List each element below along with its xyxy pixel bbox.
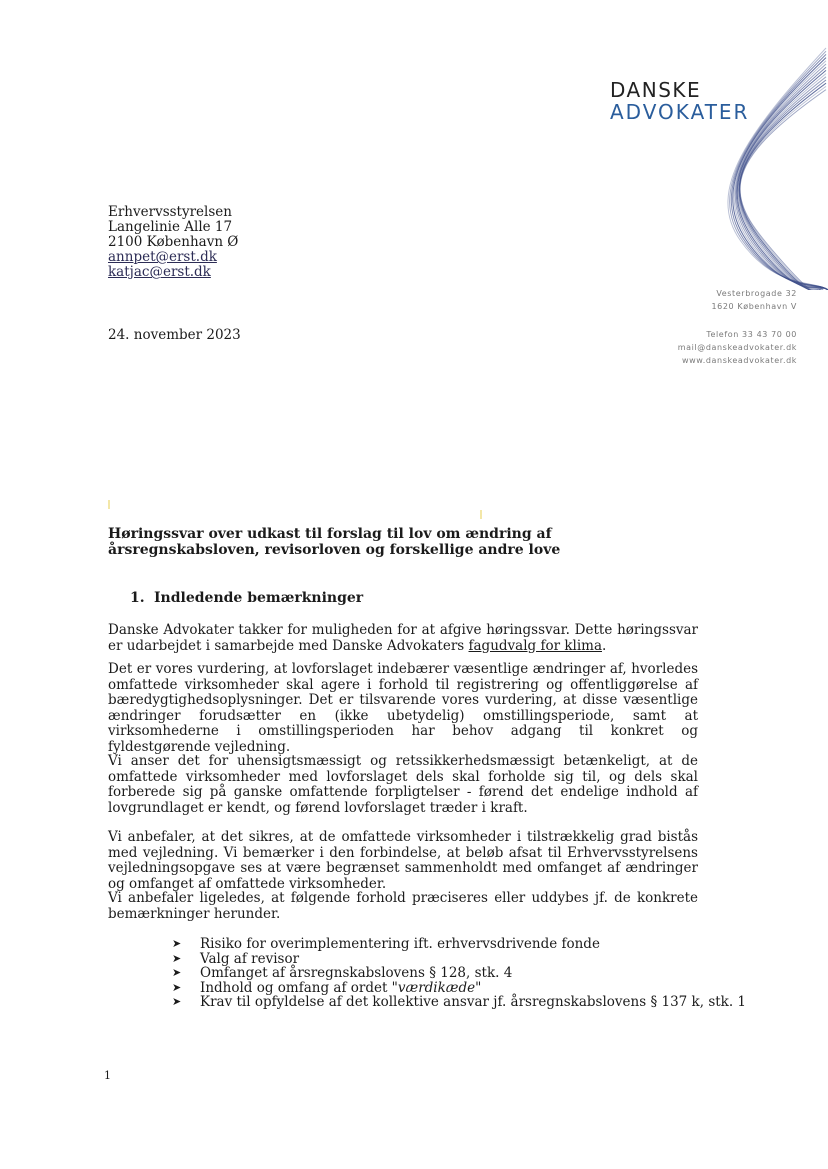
logo-wave-line (737, 70, 828, 290)
section-heading (130, 590, 363, 606)
list-item (172, 966, 746, 981)
arrowhead-bullet-icon: ➤ (172, 995, 182, 1008)
paragraph-4: Vi anbefaler, at det sikres, at de omfattede virksomheder i tilstrækkelig grad bistås med vejledning. Vi bemærker i den forbindelse, at beløb afsat til Erhvervsstyrelsens vejledningsopgave ses at være begrænset sammenholdt med omfanget af ændringer og omfanget af omfattede virksomheder. (108, 829, 698, 892)
letter-date: 24. november 2023 (108, 327, 241, 343)
paragraph-2: Det er vores vurdering, at lovforslaget indebærer væsentlige ændringer af, hvorledes omfattede virksomheder skal agere i forhold til registrering og offentliggørelse af bæredygtighedsoplysninger. Det er tilsvarende vores vurdering, at disse væsentlige ændringer forudsætter en (ikke ubetydelig) omstillingsperiode, samt at virksomhederne i omstillingsperioden har behov adgang til konkret og fyldestgørende vejledning. (108, 661, 698, 755)
paragraph-1-text: Danske Advokater takker for muligheden for at afgive høringssvar. Dette høringssvar er udarbejdet i samarbejde med Danske Advokaters (108, 622, 698, 654)
bullet-text-end: " (475, 979, 482, 996)
bullet-text: Valg af revisor (200, 950, 300, 967)
page-number: 1 (104, 1069, 111, 1082)
bullet-text: Omfanget af årsregnskabslovens § 128, stk. 4 (200, 965, 513, 981)
sender-city: 1620 København V (711, 302, 797, 311)
logo-text-advokater: ADVOKATER (610, 100, 750, 124)
recipient-city: 2100 København Ø (108, 234, 239, 250)
sender-address (711, 287, 797, 313)
arrowhead-bullet-icon: ➤ (172, 951, 182, 965)
section-number: 1. (130, 590, 145, 606)
sender-phone: Telefon 33 43 70 00 (706, 330, 797, 339)
list-item (172, 981, 746, 996)
paragraph-1-end: . (602, 637, 607, 654)
sender-contact (678, 328, 797, 367)
danske-advokater-logo (600, 40, 828, 290)
document-heading: Høringssvar over udkast til forslag til lov om ændring af årsregnskabsloven, revisorloven og forskellige andre love (108, 526, 561, 558)
recipient-email-link-1[interactable]: annpet@erst.dk (108, 249, 217, 265)
logo-text-danske: DANSKE (610, 78, 702, 102)
bullet-text: Risiko for overimplementering ift. erhvervsdrivende fonde (200, 936, 600, 952)
bullet-text: Krav til opfyldelse af det kollektive ansvar jf. årsregnskabslovens § 137 k, stk. 1 (200, 994, 747, 1010)
section-title: Indledende bemærkninger (154, 590, 364, 606)
paragraph-5: Vi anbefaler ligeledes, at følgende forhold præciseres eller uddybes jf. de konkrete bemærkninger herunder. (108, 890, 698, 922)
recipient-address (108, 205, 238, 280)
recipient-street: Langelinie Alle 17 (108, 219, 233, 235)
paragraph-3: Vi anser det for uhensigtsmæssigt og retssikkerhedsmæssigt betænkeligt, at de omfattede virksomheder med lovforslaget dels skal forholde sig til, og dels skal forberede sig på ganske omfattende forpligtelser - førend det endelige indhold af lovgrundlaget er kendt, og førend lovforslaget træder i kraft. (108, 753, 698, 816)
arrowhead-bullet-icon: ➤ (172, 937, 182, 950)
sender-website[interactable]: www.danskeadvokater.dk (682, 356, 797, 365)
paragraph-1 (108, 623, 698, 654)
fagudvalg-link[interactable]: fagudvalg for klima (468, 637, 602, 654)
bullet-list (172, 937, 746, 1010)
bullet-text-emphasis: værdikæde (397, 979, 476, 996)
arrowhead-bullet-icon: ➤ (172, 980, 182, 994)
recipient-name: Erhvervsstyrelsen (108, 204, 232, 220)
recipient-email-link-2[interactable]: katjac@erst.dk (108, 264, 211, 280)
bullet-text: Indhold og omfang af ordet " (200, 979, 398, 996)
arrowhead-bullet-icon: ➤ (172, 966, 182, 979)
scan-mark (480, 510, 482, 519)
logo-wave-line (740, 83, 828, 290)
list-item (172, 952, 746, 967)
sender-email[interactable]: mail@danskeadvokater.dk (677, 343, 797, 352)
scan-mark (108, 500, 110, 509)
list-item (172, 995, 746, 1010)
sender-street: Vesterbrogade 32 (716, 289, 797, 298)
list-item (172, 937, 746, 952)
